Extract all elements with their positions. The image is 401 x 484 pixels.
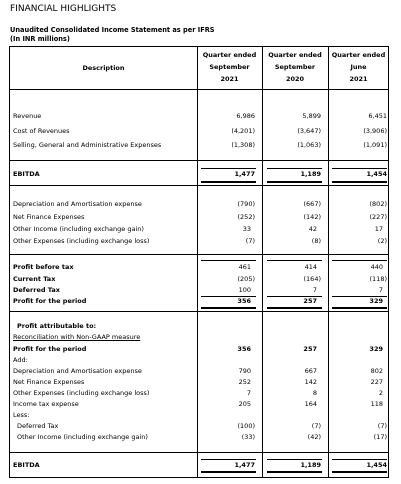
row-value: 667 [304,367,317,375]
row-value: 205 [238,400,251,408]
total-double-line [332,471,387,473]
header-col1-line2: September [209,63,250,71]
row-value: (164) [303,275,321,283]
total-double-line [201,181,256,183]
row-divider [10,160,388,161]
row-value: 1,189 [300,170,321,178]
row-label: EBITDA [13,461,40,469]
row-value: (205) [237,275,255,283]
row-value: (4,201) [231,127,255,135]
row-value: (118) [369,275,387,283]
header-col1-line1: Quarter ended [202,51,257,59]
row-value: (1,063) [297,141,321,149]
row-value: 7 [312,286,317,294]
row-label: Deferred Tax [17,422,59,430]
row-value: 356 [237,297,251,305]
header-divider [10,89,388,90]
row-value: (7) [245,237,255,245]
header-col3-line1: Quarter ended [331,51,386,59]
row-value: 1,477 [234,461,255,469]
row-label: Profit for the period [13,345,87,353]
header-col1-line3: 2021 [220,75,239,83]
subtotal-line [201,260,256,261]
row-label: Other Income (including exchange gain) [17,433,148,441]
row-value: 1,454 [366,461,387,469]
row-label: Less: [13,411,30,419]
row-value: (8) [311,237,321,245]
row-value: 7 [378,286,383,294]
row-value: (7) [377,422,387,430]
total-double-line [267,181,322,183]
row-value: 1,189 [300,461,321,469]
row-value: 100 [238,286,251,294]
row-value: (3,647) [297,127,321,135]
total-double-line [332,307,387,309]
row-label: Other Expenses (including exchange loss) [13,389,150,397]
row-value: (33) [241,433,255,441]
row-value: (42) [307,433,321,441]
header-description: Description [82,64,125,72]
row-value: 42 [308,225,317,233]
row-value: 5,899 [302,112,321,120]
row-value: 356 [237,345,251,353]
row-value: (1,091) [363,141,387,149]
total-double-line [267,307,322,309]
row-value: 6,986 [236,112,255,120]
row-value: 329 [369,297,383,305]
section-heading: Profit attributable to: [17,322,97,330]
row-value: 142 [304,378,317,386]
row-value: 461 [238,263,251,271]
row-value: (17) [373,433,387,441]
row-value: 33 [242,225,251,233]
total-double-line [267,471,322,473]
header-col2-line1: Quarter ended [268,51,322,59]
row-value: 252 [238,378,251,386]
row-value: (252) [237,213,255,221]
row-value: 1,477 [234,170,255,178]
row-value: 8 [312,389,317,397]
row-label: Depreciation and Amortisation expense [13,367,142,375]
total-double-line [201,471,256,473]
total-double-line [332,181,387,183]
row-value: 17 [374,225,383,233]
row-value: 802 [370,367,383,375]
row-label: Add: [13,356,28,364]
section-heading: Reconciliation with Non-GAAP measure [13,333,141,341]
row-value: (2) [377,237,387,245]
row-value: (142) [303,213,321,221]
row-value: 257 [303,345,317,353]
row-label: Other Income (including exchange gain) [13,225,144,233]
header-col2-line2: September [274,63,316,71]
row-value: 2 [378,389,383,397]
row-label: Depreciation and Amortisation expense [13,200,142,208]
row-divider [10,185,388,186]
row-label: Selling, General and Administrative Expenses [13,141,162,149]
row-value: 329 [369,345,383,353]
row-value: (100) [237,422,255,430]
subtotal-line [267,260,322,261]
row-label: EBITDA [13,170,40,178]
row-value: 414 [304,263,317,271]
row-value: (1,308) [231,141,255,149]
row-value: (667) [303,200,321,208]
row-value: (7) [311,422,321,430]
row-value: 257 [303,297,317,305]
row-label: Profit before tax [13,263,74,271]
units-subtitle: (In INR millions) [10,35,70,43]
row-value: (802) [369,200,387,208]
row-label: Net Finance Expenses [13,378,85,386]
row-value: 790 [238,367,251,375]
row-value: (227) [369,213,387,221]
row-label: Net Finance Expenses [13,213,85,221]
row-value: (3,906) [363,127,387,135]
header-col3-line3: 2021 [349,75,368,83]
row-divider [10,254,388,255]
statement-subtitle: Unaudited Consolidated Income Statement as per IFRS [10,26,215,34]
row-value: 1,454 [366,170,387,178]
subtotal-line [332,260,387,261]
page-title: FINANCIAL HIGHLIGHTS [10,4,117,14]
row-label: Cost of Revenues [13,127,70,135]
income-statement-table [9,46,389,478]
row-value: (790) [237,200,255,208]
row-label: Profit for the period [13,297,87,305]
row-value: 440 [370,263,383,271]
row-label: Deferred Tax [13,286,60,294]
row-label: Other Expenses (including exchange loss) [13,237,150,245]
row-value: 6,451 [368,112,387,120]
row-label: Income tax expense [13,400,79,408]
row-divider [10,452,388,453]
row-label: Current Tax [13,275,56,283]
row-value: 7 [246,389,251,397]
row-divider [10,311,388,312]
total-double-line [201,307,256,309]
row-value: 118 [370,400,383,408]
row-value: 227 [370,378,383,386]
header-col2-line3: 2020 [285,75,305,83]
header-col3-line2: June [350,63,367,71]
row-value: 164 [304,400,317,408]
row-label: Revenue [13,112,42,120]
